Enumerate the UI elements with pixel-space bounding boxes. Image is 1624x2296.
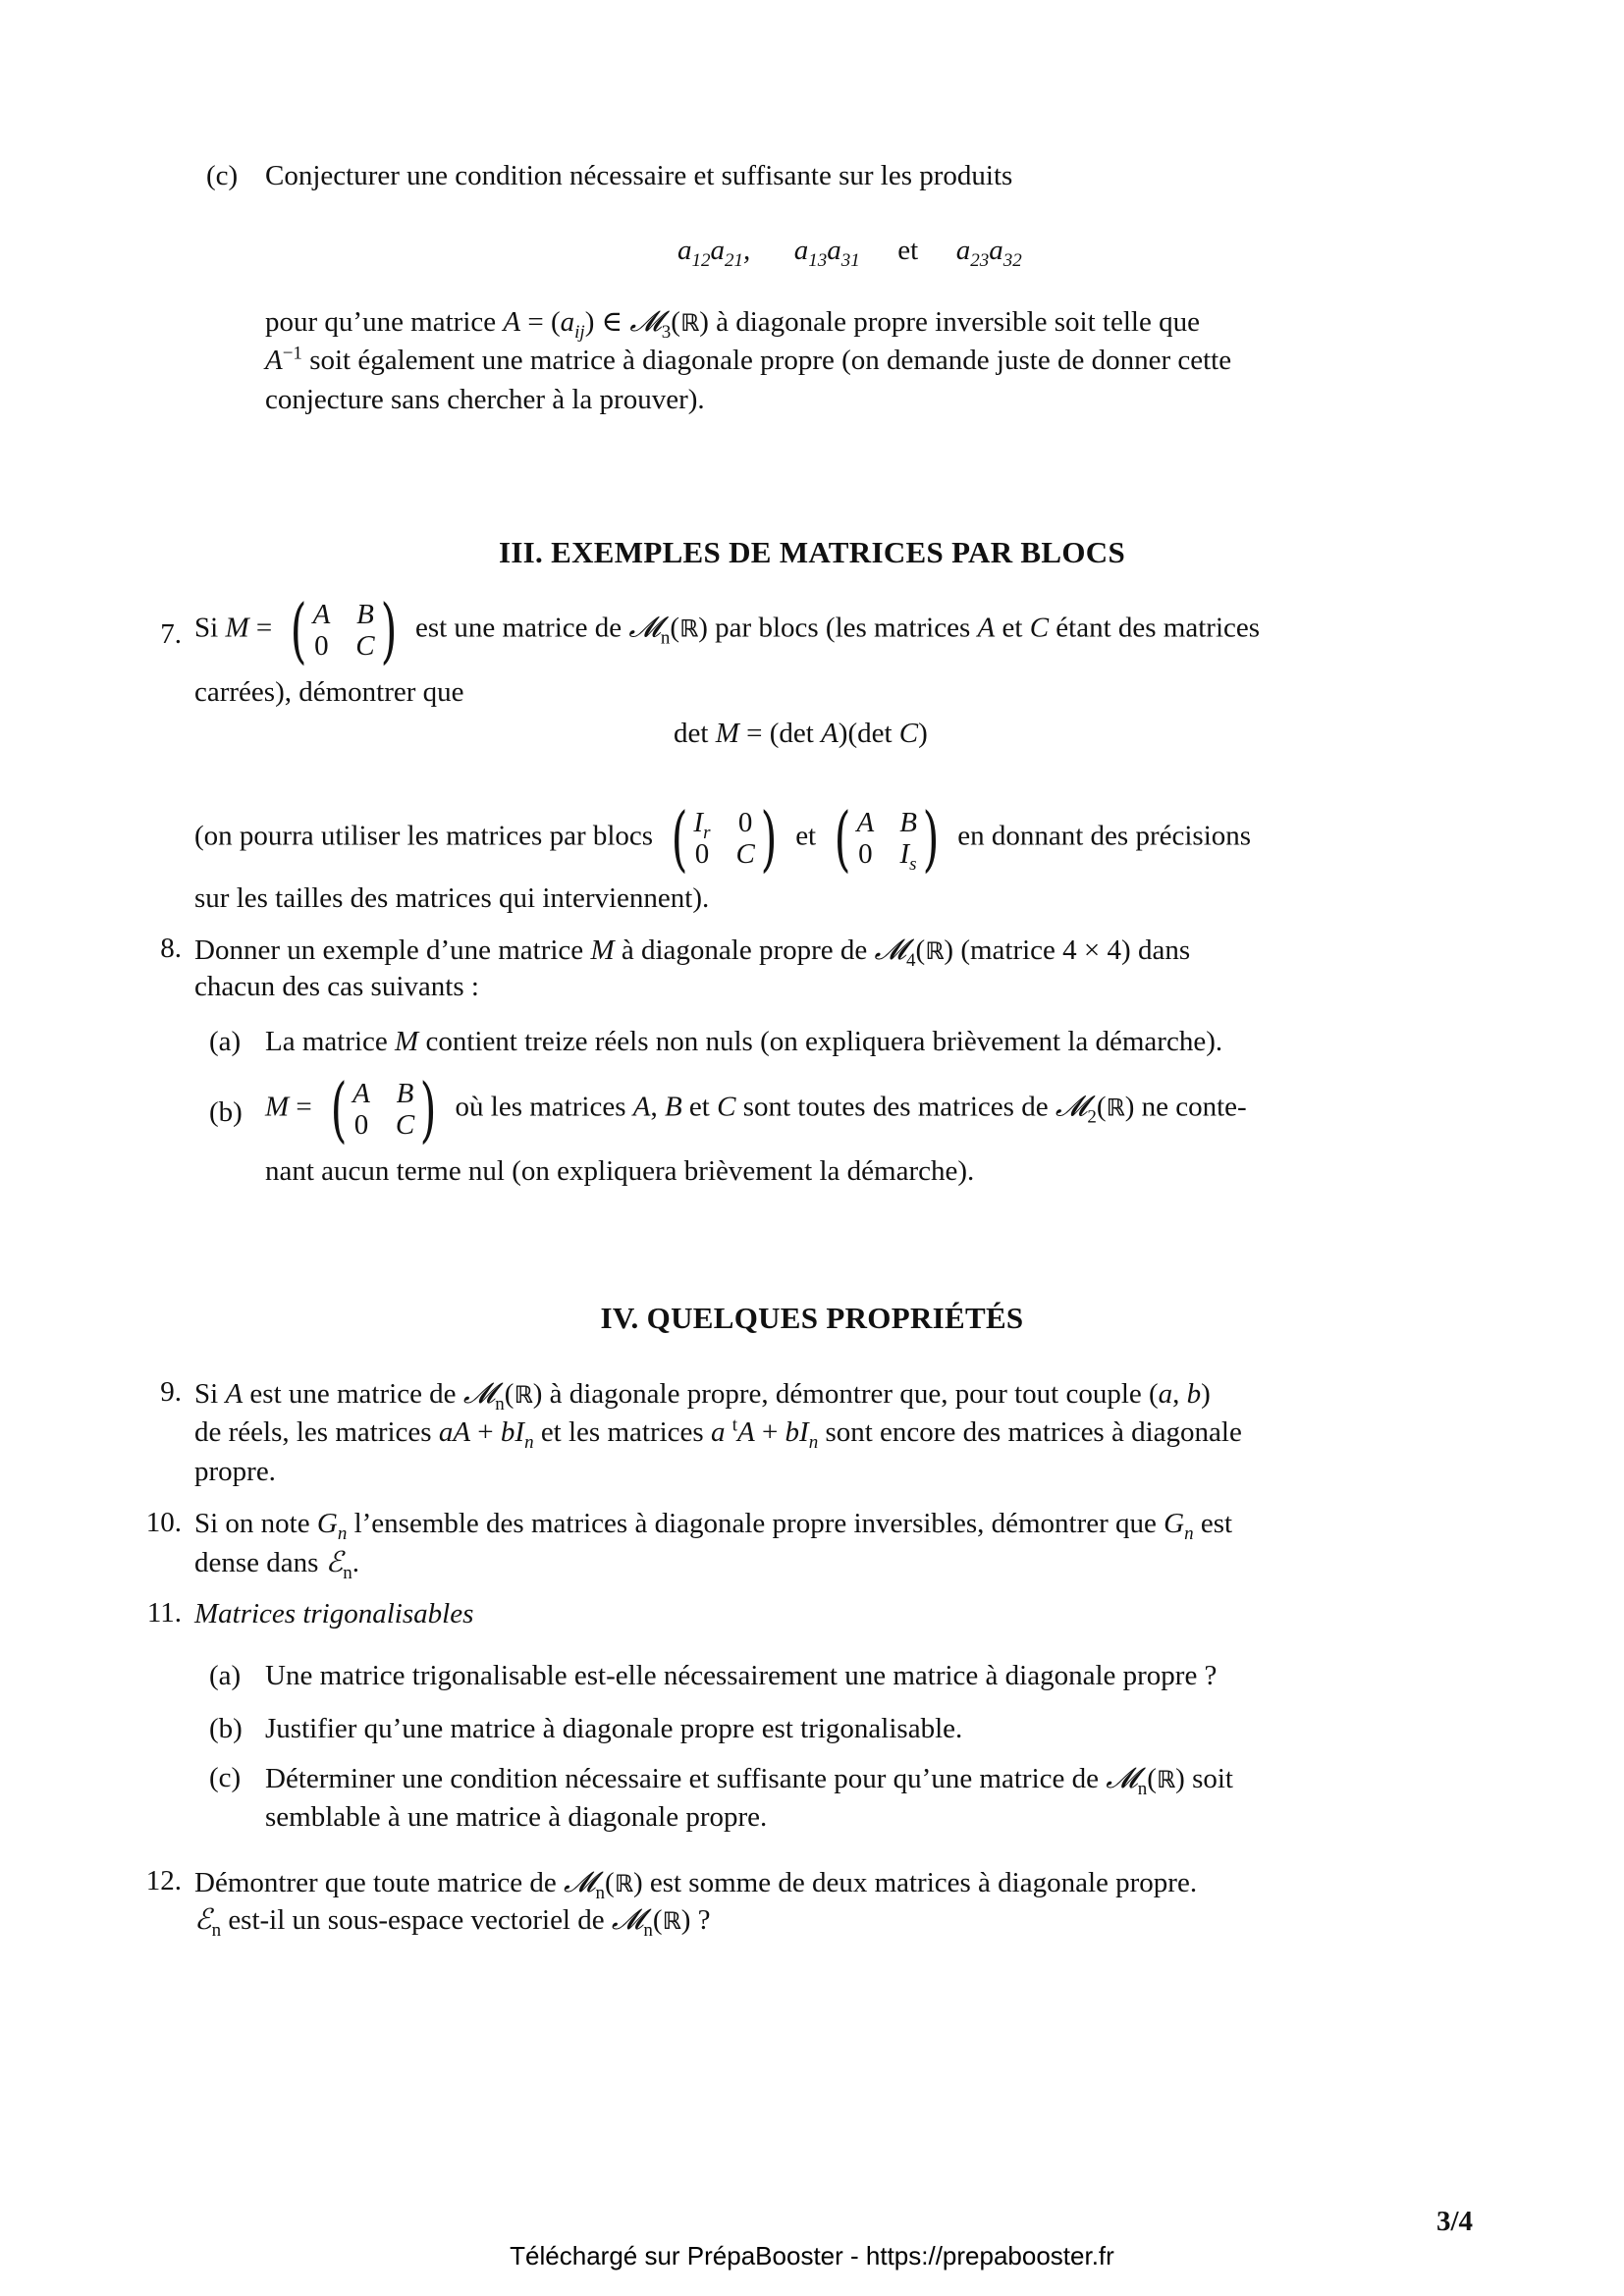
q10-number: 10. bbox=[145, 1507, 182, 1538]
q12-line1: Démontrer que toute matrice de 𝓜$_n$(ℝ) est somme de deux matrices à diagonale propre. bbox=[194, 1865, 1198, 1903]
q7-line2: carrées), démontrer que bbox=[194, 676, 464, 708]
q9-line3: propre. bbox=[194, 1456, 276, 1487]
q6c-line1: pour qu’une matrice $A = (a_{ij})$ ∈ 𝓜$_3$(ℝ) à diagonale propre inversible soit telle que bbox=[265, 304, 1200, 343]
q11c-label: (c) bbox=[209, 1762, 242, 1793]
block-matrix-Ir-C: ( $I_r$ 0 0 C ) bbox=[671, 797, 778, 880]
q9-number: 9. bbox=[160, 1376, 182, 1408]
q8a-label: (a) bbox=[209, 1026, 242, 1057]
product-a23a32: $a_{23}a_{32}$ bbox=[955, 235, 1022, 271]
product-a12a21: $a_{12}a_{21}$, bbox=[677, 235, 751, 271]
q11b-text: Justifier qu’une matrice à diagonale propre est trigonalisable. bbox=[265, 1713, 963, 1744]
q8b-line2: nant aucun terme nul (on expliquera brièvement la démarche). bbox=[265, 1155, 975, 1187]
q8b-label: (b) bbox=[209, 1096, 243, 1128]
q8-line1: Donner un exemple d’une matrice M à diagonale propre de 𝓜$_4$(ℝ) (matrice 4 × 4) dans bbox=[194, 933, 1191, 971]
q11a-label: (a) bbox=[209, 1660, 242, 1691]
q7-line1: Si M = ( A B 0 C ) est une matrice de 𝓜$_n$(ℝ) par blocs (les matrices A et C étant des matrices bbox=[194, 589, 1261, 671]
q8a-text: La matrice M contient treize réels non nuls (on expliquera brièvement la démarche). bbox=[265, 1026, 1223, 1057]
q7-line-last: sur les tailles des matrices qui interviennent). bbox=[194, 882, 710, 914]
q7-hint-et: et bbox=[795, 820, 817, 852]
q11-title: Matrices trigonalisables bbox=[194, 1598, 474, 1629]
q11-number: 11. bbox=[146, 1597, 182, 1629]
q6c-line3: conjecture sans chercher à la prouver). bbox=[265, 384, 705, 415]
block-matrix-A-Is: ( A B 0 $I_s$ ) bbox=[834, 797, 940, 880]
q8b-text: M = ( A B 0 C ) où les matrices A, B et C sont toutes des matrices de 𝓜$_2$(ℝ) ne conte- bbox=[265, 1068, 1247, 1150]
q6c-products bbox=[677, 234, 1022, 271]
page-number: 3/4 bbox=[1435, 2206, 1473, 2237]
q7-hint-end: en donnant des précisions bbox=[957, 820, 1252, 852]
q11a-text: Une matrice trigonalisable est-elle nécessairement une matrice à diagonale propre ? bbox=[265, 1660, 1218, 1691]
download-footer: Téléchargé sur PrépaBooster - https://prepabooster.fr bbox=[510, 2241, 1114, 2270]
q9-line2: de réels, les matrices aA + $bI_n$ et les matrices a $^tA + bI_n$ sont encore des matrices à diagonale bbox=[194, 1415, 1242, 1453]
q6c-intro: Conjecturer une condition nécessaire et suffisante sur les produits bbox=[265, 160, 1013, 191]
q12-line2: ℰ$_n$ est-il un sous-espace vectoriel de 𝓜$_n$(ℝ) ? bbox=[194, 1902, 711, 1941]
q6c-label: (c) bbox=[206, 160, 239, 191]
products-et: et bbox=[897, 235, 919, 266]
q8-line2: chacun des cas suivants : bbox=[194, 971, 479, 1002]
block-matrix-M: ( A B 0 C ) bbox=[291, 589, 398, 671]
q11c-line1: Déterminer une condition nécessaire et suffisante pour qu’une matrice de 𝓜$_n$(ℝ) soit bbox=[265, 1761, 1233, 1799]
block-matrix-M-8b: ( A B 0 C ) bbox=[330, 1068, 437, 1150]
section-4-title: IV. QUELQUES PROPRIÉTÉS bbox=[600, 1301, 1024, 1335]
q10-line2: dense dans ℰ$_n$. bbox=[194, 1545, 359, 1583]
product-a13a31: $a_{13}a_{31}$ bbox=[793, 235, 860, 271]
q10-line1: Si on note $G_n$ l’ensemble des matrices à diagonale propre inversibles, démontrer que $G_n$ est bbox=[194, 1508, 1233, 1544]
q9-line1: Si A est une matrice de 𝓜$_n$(ℝ) à diagonale propre, démontrer que, pour tout couple (a, b) bbox=[194, 1376, 1211, 1415]
q11c-line2: semblable à une matrice à diagonale propre. bbox=[265, 1801, 768, 1833]
q8-number: 8. bbox=[160, 933, 182, 964]
q7-formula: det M = (det A)(det C) bbox=[674, 718, 928, 749]
q7-hint-text: (on pourra utiliser les matrices par blocs bbox=[194, 820, 654, 852]
q7-si: Si bbox=[194, 612, 219, 644]
q6c-line2: $A^{-1}$ soit également une matrice à diagonale propre (on demande juste de donner cette bbox=[265, 343, 1232, 376]
q7-number: 7. bbox=[160, 618, 182, 650]
q12-number: 12. bbox=[145, 1865, 182, 1896]
q11b-label: (b) bbox=[209, 1713, 243, 1744]
q7-hint bbox=[194, 797, 1252, 880]
section-3-title: III. EXEMPLES DE MATRICES PAR BLOCS bbox=[498, 535, 1126, 569]
